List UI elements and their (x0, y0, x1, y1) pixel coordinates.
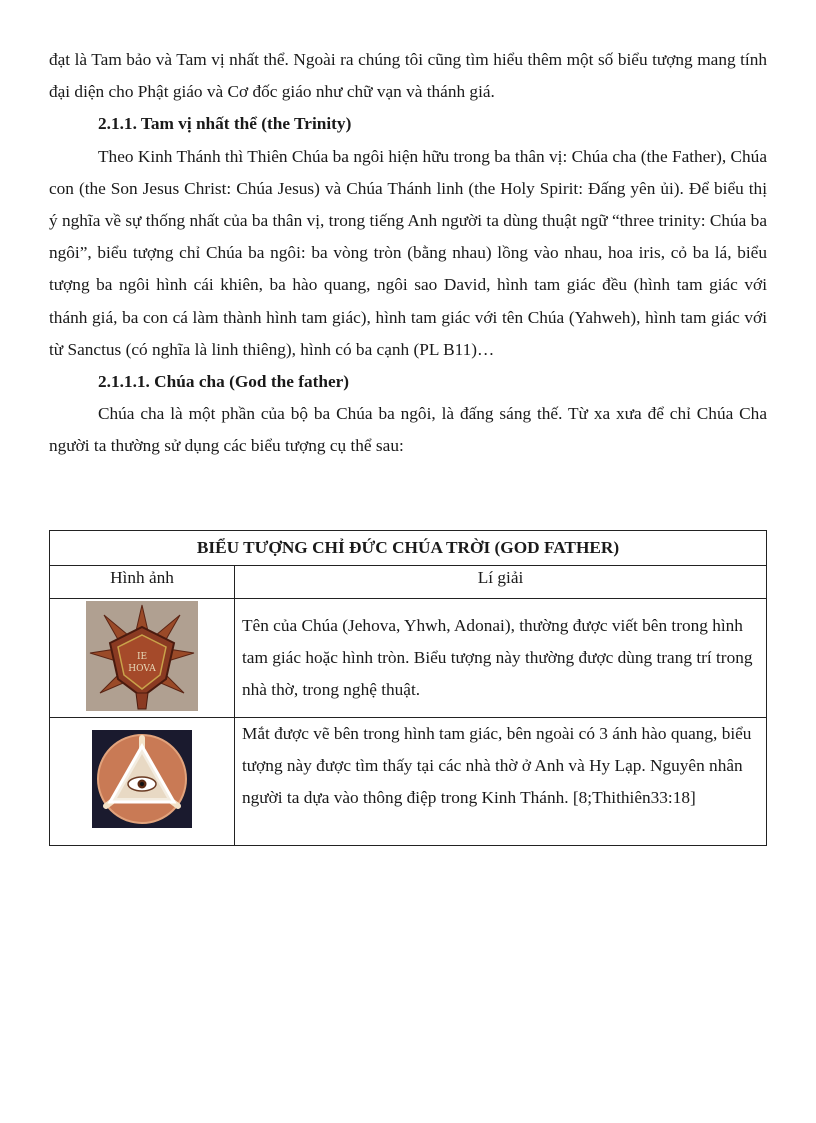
emblem-text-line2: HOVA (128, 663, 156, 674)
column-header-image: Hình ảnh (50, 566, 235, 599)
symbol-table (49, 530, 767, 846)
table-title: BIỂU TƯỢNG CHỈ ĐỨC CHÚA TRỜI (GOD FATHER) (50, 531, 767, 566)
paragraph-god-father: Chúa cha là một phần của bộ ba Chúa ba ngôi, là đấng sáng thế. Từ xa xưa để chỉ Chúa Cha người ta thường sử dụng các biểu tượng cụ thể sau: (49, 404, 767, 456)
explanation-cell: Tên của Chúa (Jehova, Yhwh, Adonai), thường được viết bên trong hình tam giác hoặc hình tròn. Biểu tượng này thường được dùng trang trí trong nhà thờ, trong nghệ thuật. (235, 599, 767, 718)
document-body (49, 44, 767, 463)
explanation-cell: Mắt được vẽ bên trong hình tam giác, bên ngoài có 3 ánh hào quang, biểu tượng này được tìm thấy tại các nhà thờ ở Anh và Hy Lạp. Nguyên nhân người ta dựa vào thông điệp trong Kinh Thánh. [8;Thithiên33:18] (235, 718, 767, 846)
emblem-text-line1: IE (136, 651, 148, 662)
eye-in-triangle-icon (92, 730, 192, 833)
image-cell (50, 599, 235, 718)
table-row (50, 599, 767, 718)
column-header-explanation: Lí giải (235, 566, 767, 599)
table-row (50, 718, 767, 846)
paragraph-intro: đạt là Tam bảo và Tam vị nhất thể. Ngoài ra chúng tôi cũng tìm hiểu thêm một số biểu tượng mang tính đại diện cho Phật giáo và Cơ đốc giáo như chữ vạn và thánh giá. (49, 50, 767, 102)
paragraph-trinity: Theo Kinh Thánh thì Thiên Chúa ba ngôi hiện hữu trong ba thân vị: Chúa cha (the Father), Chúa con (the Son Jesus Christ: Chúa Jesus) và Chúa Thánh linh (the Holy Spirit: Đấng yên ủi). Để biểu thị ý nghĩa về sự thống nhất của ba thân vị, trong tiếng Anh người ta dùng thuật ngữ “three trinity: Chúa ba ngôi”, biểu tượng chỉ Chúa ba ngôi: ba vòng tròn (bằng nhau) lồng vào nhau, hoa iris, cỏ ba lá, biểu tượng ba ngôi hình cái khiên, ba hào quang, ngôi sao David, hình tam giác đều (hình tam giác với thánh giá, ba con cá làm thành hình tam giác), hình tam giác với tên Chúa (Yahweh), hình tam giác với từ Sanctus (có nghĩa là linh thiêng), hình có ba cạnh (PL B11)… (49, 146, 767, 359)
image-cell (50, 718, 235, 846)
heading-trinity: 2.1.1. Tam vị nhất thể (the Trinity) (98, 114, 352, 134)
heading-god-father: 2.1.1.1. Chúa cha (God the father) (98, 372, 350, 392)
jehova-emblem-icon (86, 601, 198, 716)
